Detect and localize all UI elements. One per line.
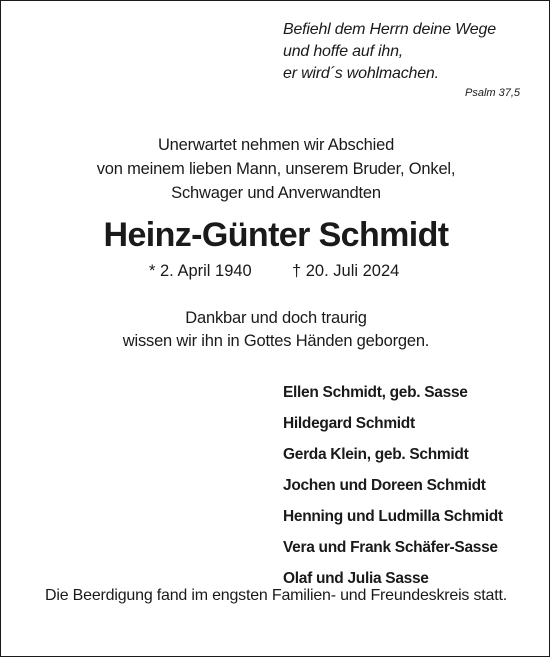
gratitude-line: wissen wir ihn in Gottes Händen geborgen. [122, 332, 430, 350]
verse-line: Befiehl dem Herrn deine Wege [283, 21, 496, 38]
mourner-name: Jochen und Doreen Schmidt [283, 477, 486, 494]
mourner-name: Henning und Ludmilla Schmidt [283, 508, 503, 525]
mourner-name: Hildegard Schmidt [283, 415, 415, 432]
death-date: † 20. Juli 2024 [292, 262, 400, 280]
funeral-note: Die Beerdigung fand im engsten Familien- und Freundeskreis statt. [45, 587, 507, 604]
intro-text [1, 133, 550, 205]
mourner-name: Ellen Schmidt, geb. Sasse [283, 384, 468, 401]
mourner-name: Olaf und Julia Sasse [283, 570, 429, 587]
bible-verse [283, 19, 533, 85]
mourners-list [283, 381, 503, 598]
verse-reference: Psalm 37,5 [465, 87, 521, 99]
birth-date: * 2. April 1940 [149, 262, 252, 280]
verse-line: er wird´s wohlmachen. [283, 65, 439, 82]
intro-line: Schwager und Anverwandten [171, 184, 381, 202]
verse-line: und hoffe auf ihn, [283, 43, 404, 60]
mourner-name: Vera und Frank Schäfer-Sasse [283, 539, 498, 556]
intro-line: Unerwartet nehmen wir Abschied [157, 136, 395, 154]
gratitude-text [1, 307, 550, 353]
mourner-name: Gerda Klein, geb. Schmidt [283, 446, 469, 463]
deceased-name: Heinz-Günter Schmidt [103, 216, 449, 254]
intro-line: von meinem lieben Mann, unserem Bruder, Onkel, [96, 160, 456, 178]
gratitude-line: Dankbar und doch traurig [185, 309, 367, 327]
